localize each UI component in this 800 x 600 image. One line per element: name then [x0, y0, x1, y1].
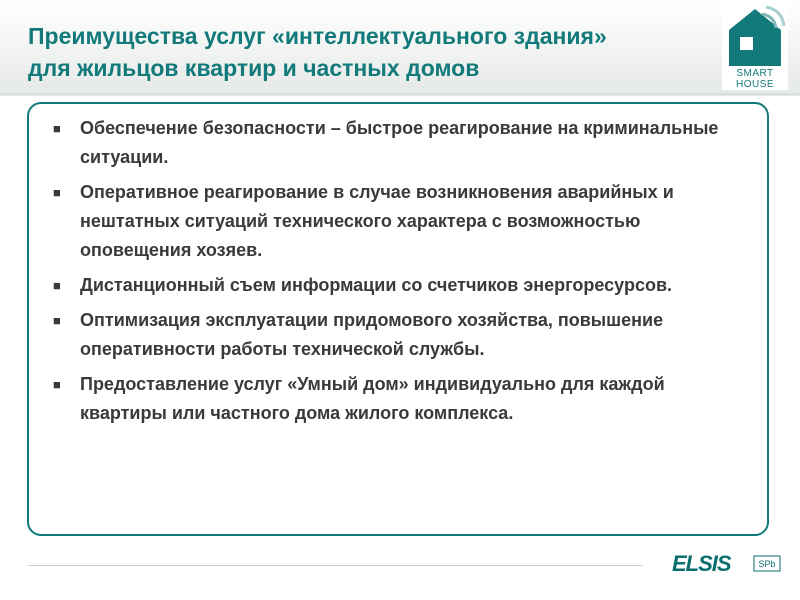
slide-title-line-1: Преимущества услуг «интеллектуального здания» — [28, 23, 607, 49]
bullet-icon: ■ — [53, 121, 61, 136]
list-item-text: Предоставление услуг «Умный дом» индивидуально для каждой квартиры или частного дома жилого комплекса. — [80, 374, 665, 423]
list-item-text: Обеспечение безопасности – быстрое реагирование на криминальные ситуации. — [80, 118, 719, 167]
list-item-text: Дистанционный съем информации со счетчиков энергоресурсов. — [80, 275, 673, 295]
footer-divider — [28, 565, 643, 566]
header-divider — [0, 93, 800, 95]
bullet-icon: ■ — [53, 313, 61, 328]
elsis-logo-text: ELSIS — [672, 551, 731, 576]
bullet-icon: ■ — [53, 278, 61, 293]
list-item — [50, 370, 750, 428]
list-item — [50, 114, 750, 172]
logo-text-house: HOUSE — [735, 79, 775, 90]
list-item-text: Оперативное реагирование в случае возникновения аварийных и нештатных ситуаций технического характера с возможностью оповещения хозяев. — [80, 182, 674, 260]
bullet-icon: ■ — [53, 185, 61, 200]
elsis-logo-suffix: SPb — [758, 559, 776, 569]
bullet-icon: ■ — [53, 377, 61, 392]
smart-house-logo — [722, 4, 788, 90]
list-item — [50, 178, 750, 265]
benefits-list — [50, 114, 750, 434]
logo-text-smart: SMART — [736, 68, 774, 79]
slide-title — [28, 20, 708, 84]
slide-title-line-2: для жильцов квартир и частных домов — [28, 55, 480, 81]
list-item-text: Оптимизация эксплуатации придомового хозяйства, повышение оперативности работы технической службы. — [80, 310, 664, 359]
list-item — [50, 306, 750, 364]
list-item — [50, 271, 750, 300]
elsis-logo — [670, 550, 782, 576]
